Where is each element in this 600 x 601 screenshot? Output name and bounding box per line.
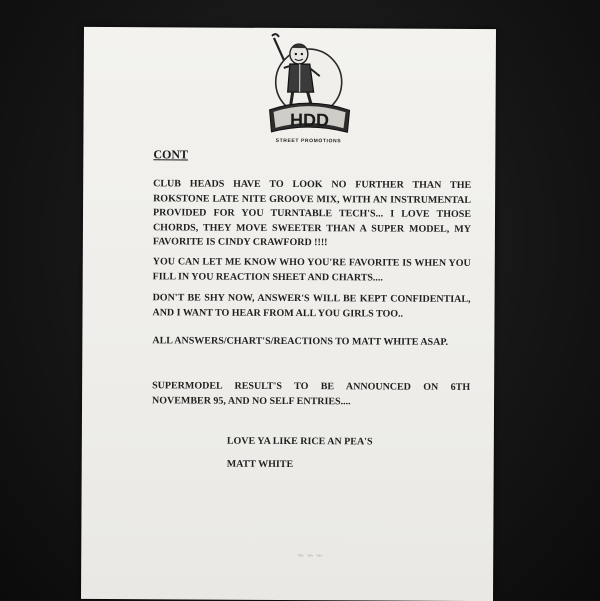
logo-wordmark: HDD bbox=[289, 110, 330, 131]
paragraph-favorite: YOU CAN LET ME KNOW WHO YOU'RE FAVORITE IS WHEN YOU FILL IN YOU REACTION SHEET AND CHARTS.... bbox=[152, 256, 471, 283]
faded-mark: ⌁⌁⌁ bbox=[297, 548, 325, 563]
paragraph-club-heads: CLUB HEADS HAVE TO LOOK NO FURTHER THAN THE ROKSTONE LATE NITE GROOVE MIX, WITH AN INSTRUMENTAL PROVIDED FOR YOU TURNTABLE TECH'S... I LOVE THOSE CHORDS, THEY MOVE SWEETER THAN A SUPER MODEL, MY FAVORITE IS CINDY CRAWFORD !!!! bbox=[152, 178, 472, 249]
logo-subtitle: STREET PROMOTIONS bbox=[275, 137, 342, 145]
paragraph-answers: ALL ANSWERS/CHART'S/REACTIONS TO MATT WHITE ASAP. bbox=[152, 335, 449, 348]
cartoon-character-icon bbox=[253, 30, 364, 139]
document-page bbox=[81, 27, 496, 601]
signoff-line: LOVE YA LIKE RICE AN PEA'S bbox=[226, 435, 373, 448]
page-heading: CONT bbox=[153, 147, 189, 162]
street-promotions-logo bbox=[253, 30, 364, 149]
paragraph-dont-be-shy: DON'T BE SHY NOW, ANSWER'S WILL BE KEPT CONFIDENTIAL, AND I WANT TO HEAR FROM ALL YOU GIRLS TOO.. bbox=[152, 292, 471, 320]
signature-name: MATT WHITE bbox=[226, 458, 294, 471]
paragraph-supermodel-results: SUPERMODEL RESULT'S TO BE ANNOUNCED ON 6TH NOVEMBER 95, AND NO SELF ENTRIES.... bbox=[152, 380, 471, 407]
